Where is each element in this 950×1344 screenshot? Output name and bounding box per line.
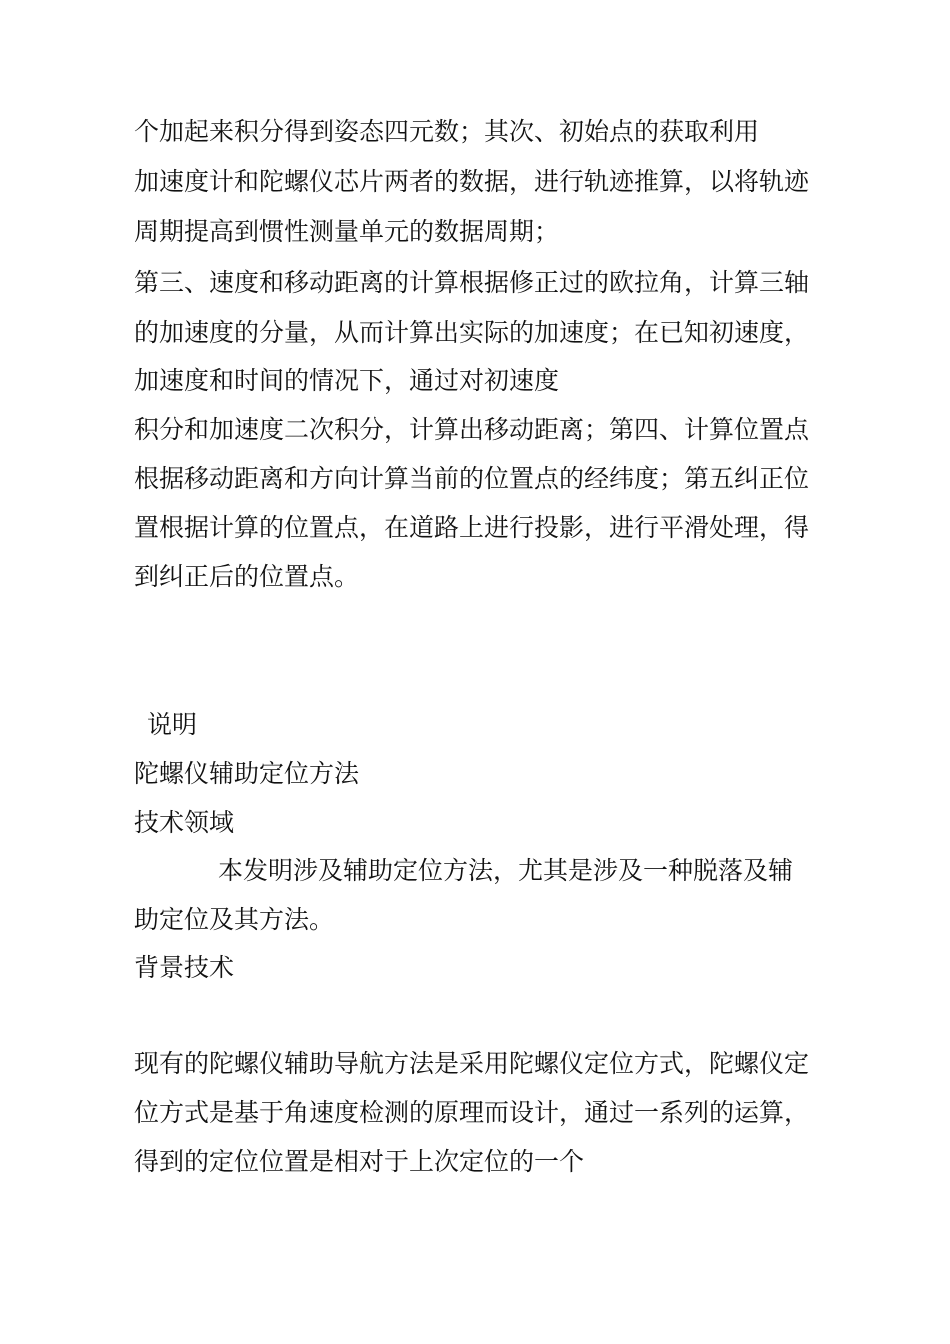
body-text-line: 助定位及其方法。	[134, 905, 335, 934]
body-text-line: 到纠正后的位置点。	[134, 562, 360, 591]
body-text-line: 周期提高到惯性测量单元的数据周期；	[134, 217, 560, 246]
body-text-line: 的加速度的分量，从而计算出实际的加速度；在已知初速度，	[134, 318, 810, 347]
body-text-line: 本发明涉及辅助定位方法，尤其是涉及一种脱落及辅	[218, 856, 794, 885]
body-text-line: 第三、速度和移动距离的计算根据修正过的欧拉角，计算三轴	[134, 268, 810, 297]
body-text-line: 置根据计算的位置点，在道路上进行投影，进行平滑处理，得	[134, 513, 810, 542]
body-text-line: 积分和加速度二次积分，计算出移动距离；第四、计算位置点	[134, 415, 810, 444]
body-text-line: 现有的陀螺仪辅助导航方法是采用陀螺仪定位方式，陀螺仪定	[134, 1049, 810, 1078]
body-text-line: 个加起来积分得到姿态四元数；其次、初始点的获取利用	[134, 117, 760, 146]
body-text-line: 根据移动距离和方向计算当前的位置点的经纬度；第五纠正位	[134, 464, 810, 493]
section-heading-background: 背景技术	[134, 953, 235, 982]
section-heading-description: 说明	[147, 710, 198, 739]
body-text-line: 加速度计和陀螺仪芯片两者的数据，进行轨迹推算，以将轨迹	[134, 167, 810, 196]
body-text-line: 位方式是基于角速度检测的原理而设计，通过一系列的运算，	[134, 1098, 810, 1127]
document-title: 陀螺仪辅助定位方法	[134, 759, 360, 788]
section-heading-technical-field: 技术领域	[134, 808, 235, 837]
body-text-line: 加速度和时间的情况下，通过对初速度	[134, 366, 560, 395]
body-text-line: 得到的定位位置是相对于上次定位的一个	[134, 1147, 585, 1176]
